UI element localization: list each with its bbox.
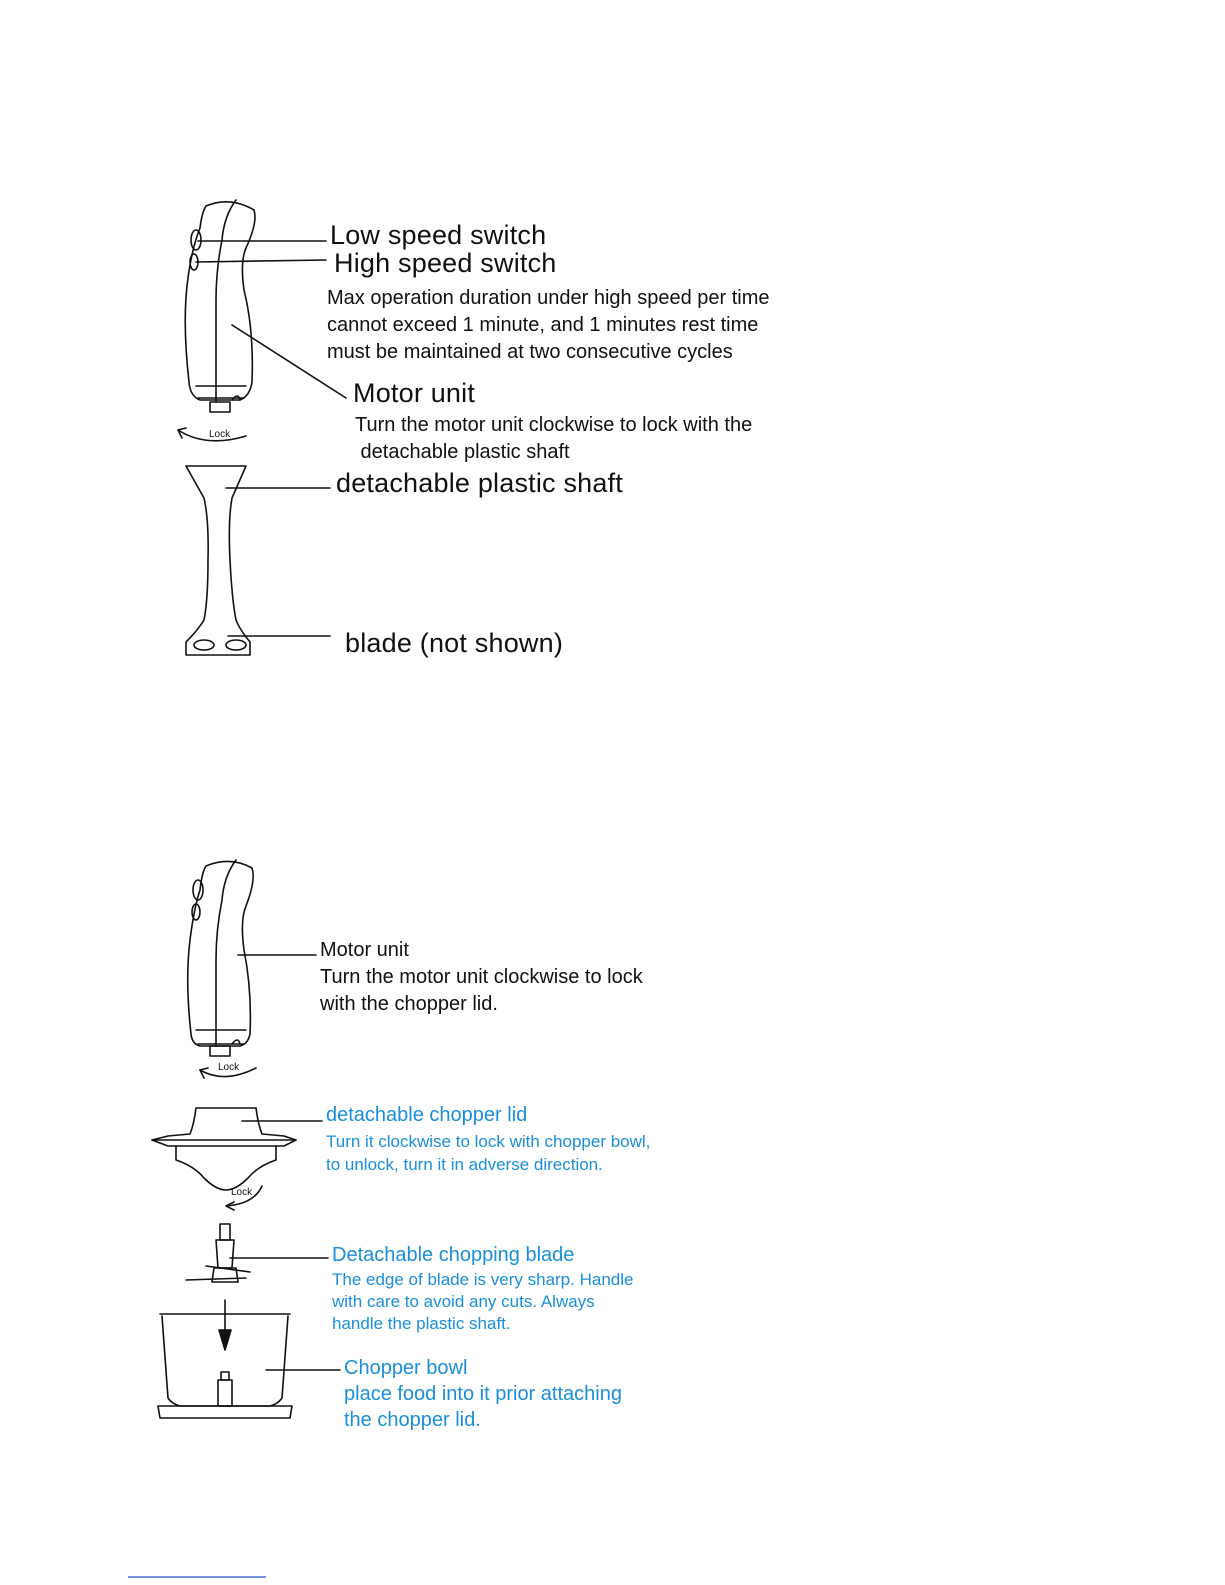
blade-note-line: The edge of blade is very sharp. Handle [332,1270,634,1289]
motor-unit-label-top: Motor unit [353,378,476,408]
motor-note-line: Turn the motor unit clockwise to lock with the [355,414,753,436]
blade-note [332,1269,633,1335]
lock-label-top: Lock [209,429,231,440]
blade-label: blade (not shown) [345,628,564,658]
bowl-note-line: the chopper lid. [344,1409,481,1431]
high-speed-note-line: Max operation duration under high speed per time [327,287,770,309]
chopper-bowl-block [344,1355,622,1433]
lock-label-motor: Lock [218,1062,240,1073]
high-speed-note-line: must be maintained at two consecutive cycles [327,341,733,363]
motor-note-line: Turn the motor unit clockwise to lock [320,966,643,988]
blade-note-line: with care to avoid any cuts. Always [332,1292,595,1311]
motor-unit-block-bottom [320,937,643,1018]
lid-note [326,1130,650,1176]
low-speed-switch-label: Low speed switch [330,220,547,250]
blade-note-line: handle the plastic shaft. [332,1314,511,1333]
chopping-blade-illustration [186,1224,250,1282]
motor-unit-bottom-illustration [188,860,253,1056]
motor-note-top [355,412,752,466]
plastic-shaft-illustration [186,466,250,655]
high-speed-note [327,285,770,366]
high-speed-switch-label: High speed switch [334,248,557,278]
lock-label-lid: Lock [231,1187,253,1198]
motor-unit-top-illustration [185,200,255,412]
plastic-shaft-label: detachable plastic shaft [336,468,623,498]
motor-note-line: detachable plastic shaft [355,441,570,463]
chopper-lid-label: detachable chopper lid [326,1104,528,1126]
chopper-bowl-label: Chopper bowl [344,1357,468,1379]
motor-unit-label-bottom: Motor unit [320,939,409,961]
lid-note-line: Turn it clockwise to lock with chopper bowl, [326,1132,651,1151]
chopping-blade-label: Detachable chopping blade [332,1244,575,1266]
lid-note-line: to unlock, turn it in adverse direction. [326,1155,603,1174]
high-speed-note-line: cannot exceed 1 minute, and 1 minutes rest time [327,314,759,336]
bowl-note-line: place food into it prior attaching [344,1383,622,1405]
motor-note-line: with the chopper lid. [320,993,498,1015]
